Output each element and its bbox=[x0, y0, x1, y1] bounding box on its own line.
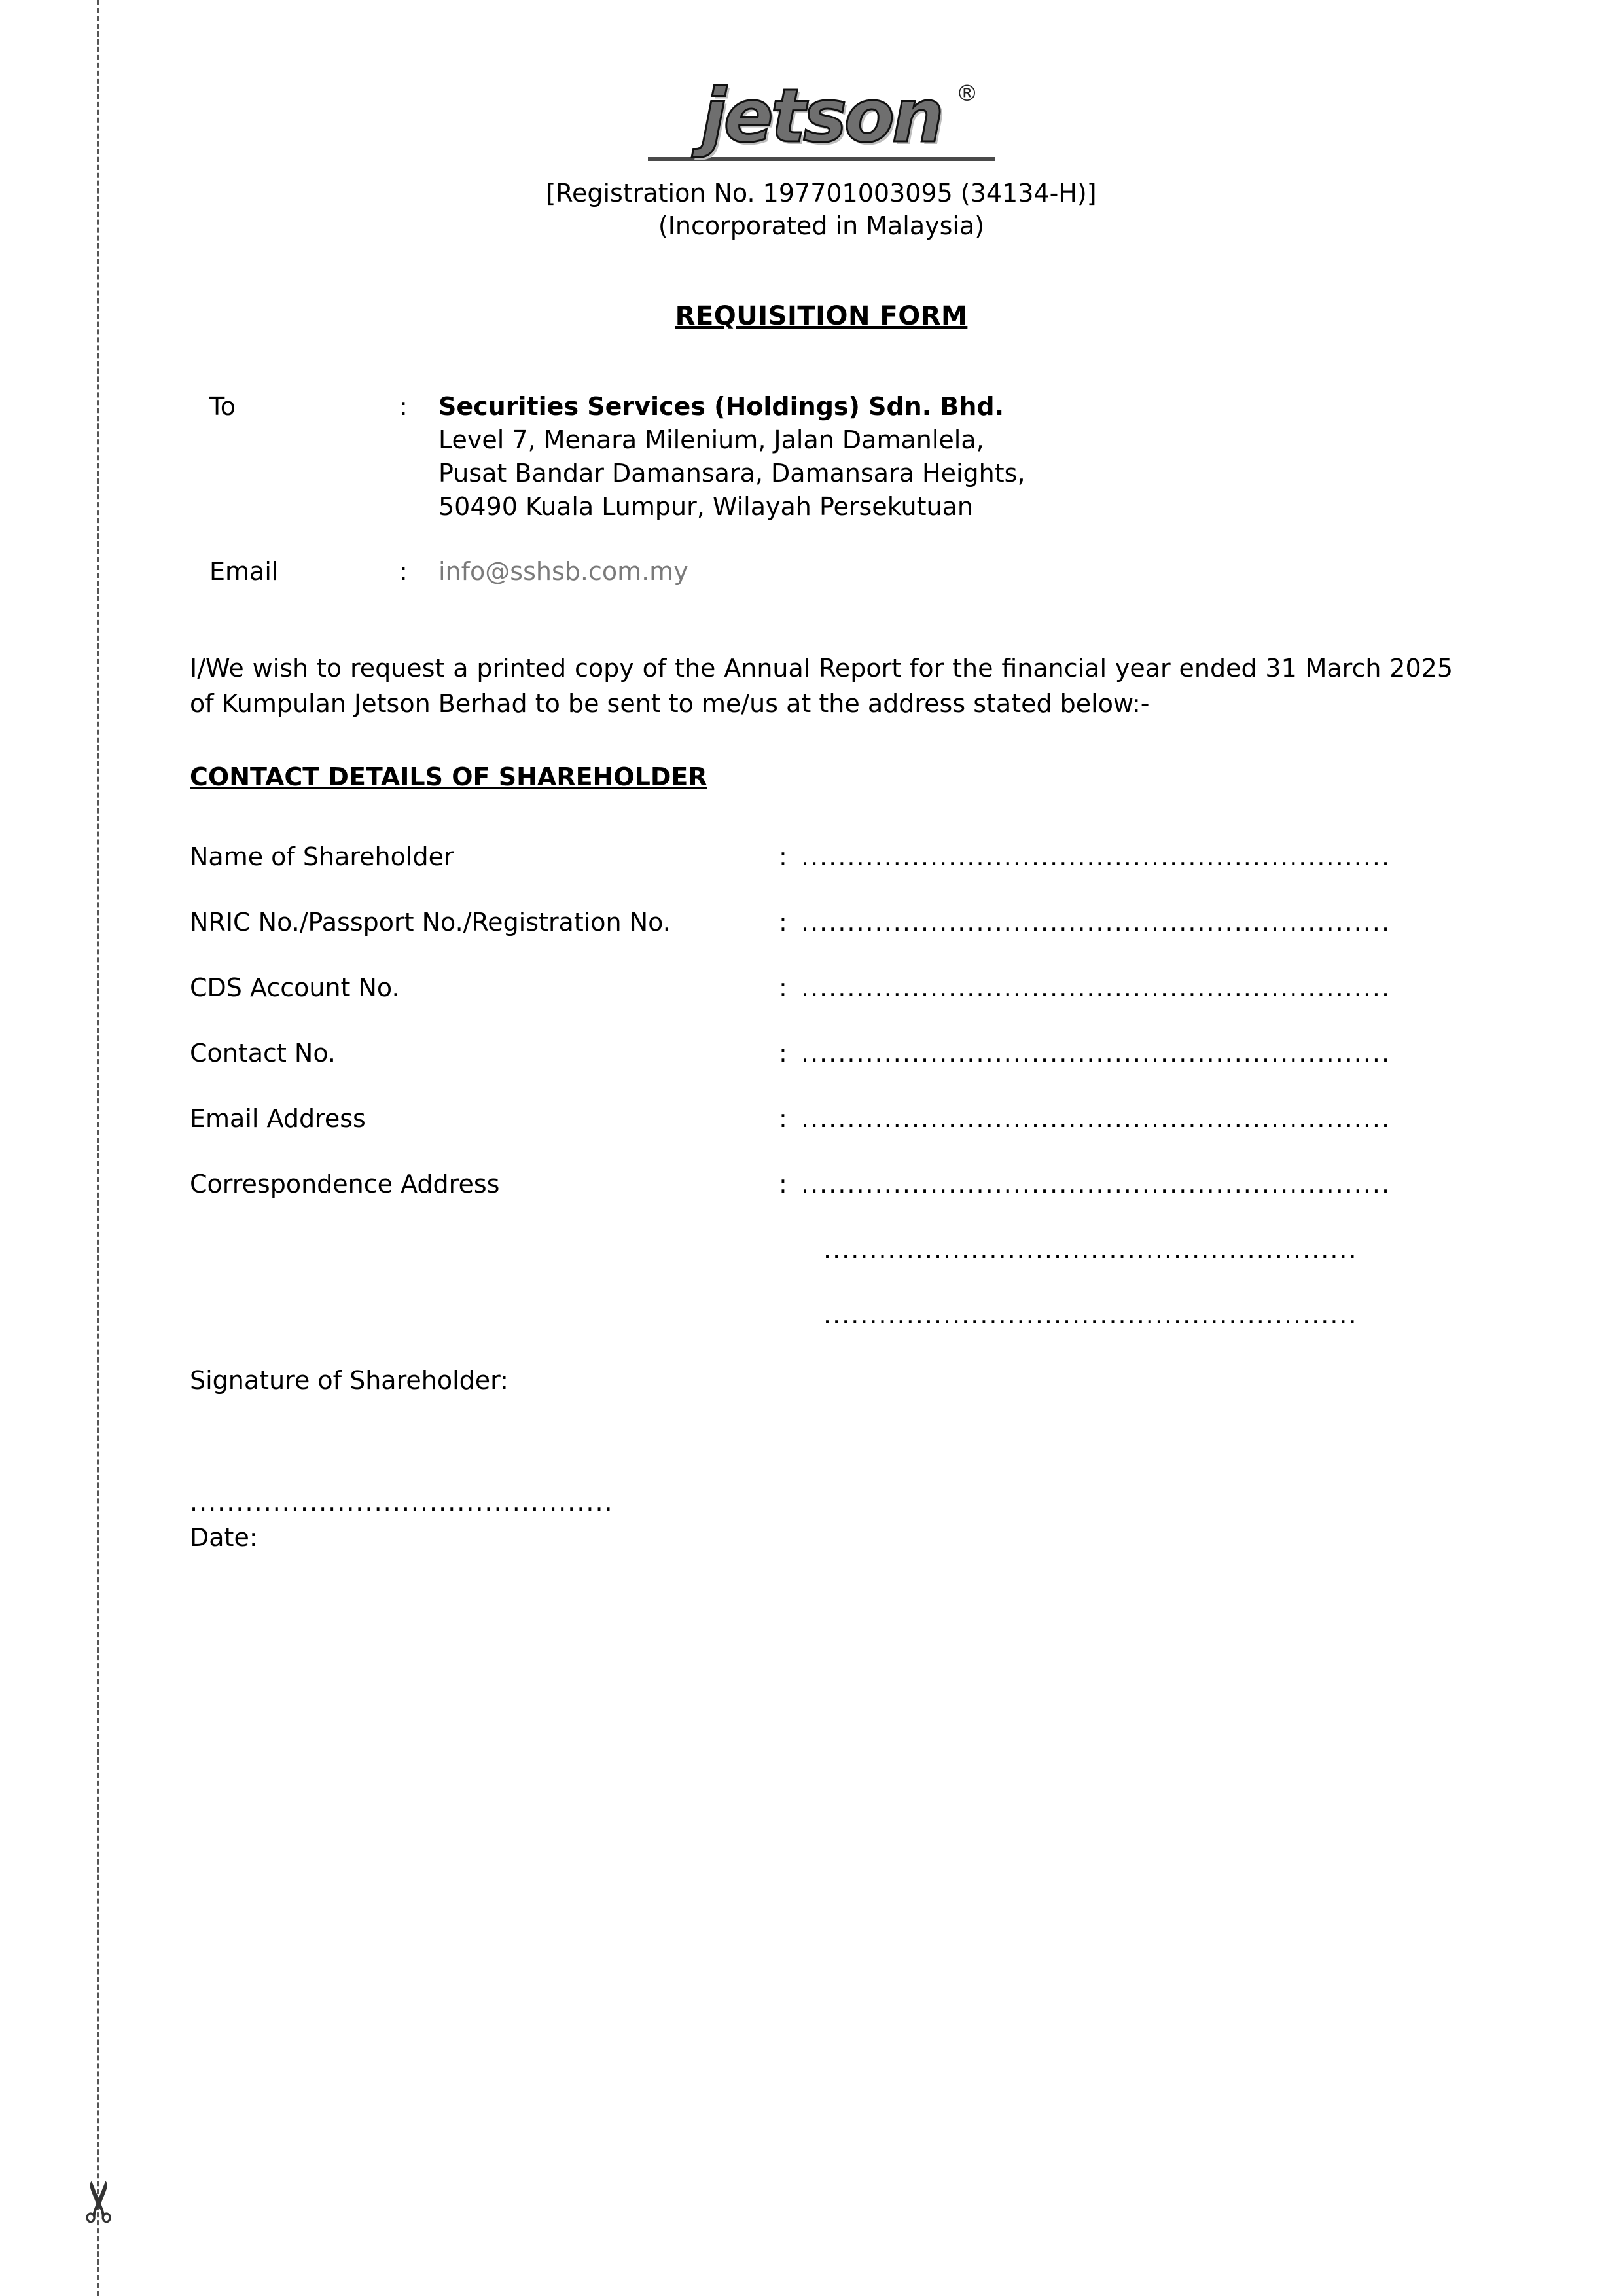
incorporation-note: (Incorporated in Malaysia) bbox=[658, 211, 985, 241]
field-colon: : bbox=[779, 973, 787, 1002]
email-link[interactable]: info@sshsb.com.my bbox=[438, 556, 688, 586]
field-colon: : bbox=[779, 1169, 787, 1198]
signature-label: Signature of Shareholder: bbox=[190, 1365, 508, 1395]
registered-trademark-icon: ® bbox=[955, 81, 976, 107]
page-title: REQUISITION FORM bbox=[675, 301, 968, 332]
field-colon: : bbox=[779, 842, 787, 871]
email-colon: : bbox=[399, 556, 408, 586]
company-logo bbox=[190, 74, 1453, 177]
to-label: To bbox=[209, 392, 236, 422]
field-input-line[interactable]: ................................................................ bbox=[801, 1038, 1391, 1067]
field-input-line[interactable]: ................................................................ bbox=[801, 1169, 1391, 1198]
field-label: Correspondence Address bbox=[190, 1169, 500, 1198]
field-colon: : bbox=[779, 1038, 787, 1067]
recipient-address-line-3: 50490 Kuala Lumpur, Wilayah Persekutuan bbox=[438, 492, 973, 522]
recipient-name: Securities Services (Holdings) Sdn. Bhd. bbox=[438, 392, 1005, 422]
date-label: Date: bbox=[190, 1522, 258, 1552]
shareholder-fields bbox=[190, 842, 1453, 1329]
field-row bbox=[190, 973, 1453, 1002]
field-input-line[interactable]: .......................................................... bbox=[823, 1300, 1358, 1329]
field-input-line[interactable]: ................................................................ bbox=[801, 1103, 1391, 1133]
request-paragraph: I/We wish to request a printed copy of the Annual Report for the financial year ended 31 March 2025 of Kumpulan Jetson Berhad to be sent to me/us at the address stated below:- bbox=[190, 653, 1453, 718]
section-heading: CONTACT DETAILS OF SHAREHOLDER bbox=[190, 762, 707, 791]
recipient-address-line-1: Level 7, Menara Milenium, Jalan Damanlela, bbox=[438, 425, 984, 455]
to-colon: : bbox=[399, 392, 408, 422]
document-content bbox=[190, 0, 1453, 1552]
field-label: Contact No. bbox=[190, 1038, 336, 1067]
field-row bbox=[190, 1039, 1453, 1067]
field-input-line[interactable]: .......................................................... bbox=[823, 1234, 1358, 1264]
field-input-line[interactable]: ................................................................ bbox=[801, 973, 1391, 1002]
field-colon: : bbox=[779, 1103, 787, 1133]
field-row bbox=[190, 908, 1453, 937]
email-row bbox=[209, 555, 1453, 588]
recipient-address-line-2: Pusat Bandar Damansara, Damansara Heights, bbox=[438, 459, 1026, 488]
registration-number: [Registration No. 197701003095 (34134-H)] bbox=[546, 179, 1097, 207]
field-label: NRIC No./Passport No./Registration No. bbox=[190, 907, 671, 937]
signature-line[interactable]: .............................................. bbox=[190, 1487, 614, 1516]
field-label: CDS Account No. bbox=[190, 973, 400, 1002]
logo-text: jetson bbox=[701, 74, 942, 159]
field-label: Name of Shareholder bbox=[190, 842, 454, 871]
field-label: Email Address bbox=[190, 1103, 366, 1133]
scissors-icon: ✂ bbox=[67, 2178, 133, 2225]
field-row bbox=[190, 1170, 1453, 1198]
email-label: Email bbox=[209, 556, 279, 586]
field-row bbox=[190, 842, 1453, 871]
field-row-continuation bbox=[190, 1300, 1453, 1329]
recipient-block bbox=[190, 390, 1453, 588]
field-row bbox=[190, 1104, 1453, 1133]
to-row bbox=[209, 390, 1453, 423]
field-colon: : bbox=[779, 907, 787, 937]
field-input-line[interactable]: ................................................................ bbox=[801, 907, 1391, 937]
field-row-continuation bbox=[190, 1235, 1453, 1264]
field-input-line[interactable]: ................................................................ bbox=[801, 842, 1391, 871]
cut-dashed-line bbox=[97, 0, 99, 2296]
